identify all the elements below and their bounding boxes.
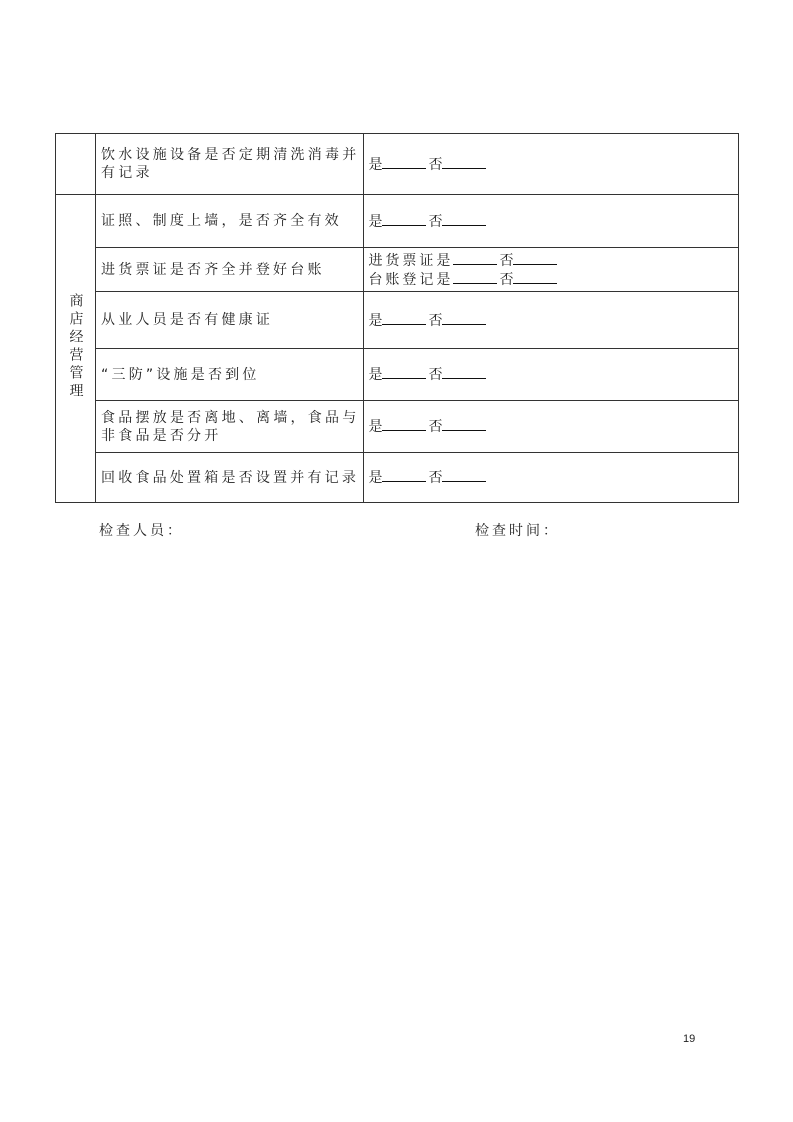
no-label: 否 bbox=[428, 312, 443, 329]
answer-subline bbox=[368, 251, 738, 270]
answer-cell bbox=[364, 349, 739, 401]
category-cell-empty bbox=[56, 134, 96, 195]
check-item: 证照、制度上墙，是否齐全有效 bbox=[96, 195, 364, 248]
no-label: 否 bbox=[428, 213, 443, 230]
check-item: “三防”设施是否到位 bbox=[96, 349, 364, 401]
inspector-label: 检查人员： bbox=[99, 523, 184, 539]
answer-cell bbox=[364, 134, 739, 195]
answer-subline bbox=[368, 270, 738, 289]
no-label: 否 bbox=[428, 419, 443, 435]
inspection-time-label: 检查时间： bbox=[475, 523, 560, 539]
no-blank[interactable] bbox=[442, 468, 486, 482]
answer-cell bbox=[364, 195, 739, 248]
yes-blank[interactable] bbox=[382, 155, 426, 169]
answer-cell bbox=[364, 401, 739, 453]
no-label: 否 bbox=[499, 252, 514, 269]
no-blank[interactable] bbox=[442, 311, 486, 325]
yes-label: 是 bbox=[368, 419, 383, 435]
check-item: 食品摆放是否离地、离墙，食品与非食品是否分开 bbox=[96, 401, 364, 453]
yes-blank[interactable] bbox=[382, 212, 426, 226]
answer-cell bbox=[364, 248, 739, 292]
no-blank[interactable] bbox=[442, 417, 486, 431]
no-label: 否 bbox=[499, 271, 514, 288]
yes-blank[interactable] bbox=[382, 417, 426, 431]
table-row bbox=[56, 453, 739, 503]
yes-blank[interactable] bbox=[382, 311, 426, 325]
check-item: 回收食品处置箱是否设置并有记录 bbox=[96, 453, 364, 503]
check-item: 从业人员是否有健康证 bbox=[96, 292, 364, 349]
yes-label: 是 bbox=[368, 470, 383, 486]
sub-label: 进货票证是 bbox=[368, 252, 454, 269]
check-item: 饮水设施设备是否定期清洗消毒并有记录 bbox=[96, 134, 364, 195]
no-blank[interactable] bbox=[513, 251, 557, 265]
no-blank[interactable] bbox=[442, 212, 486, 226]
yes-blank[interactable] bbox=[382, 365, 426, 379]
table-row bbox=[56, 134, 739, 195]
yes-label: 是 bbox=[368, 312, 383, 329]
no-blank[interactable] bbox=[442, 155, 486, 169]
no-label: 否 bbox=[428, 367, 443, 383]
yes-blank[interactable] bbox=[382, 468, 426, 482]
yes-blank[interactable] bbox=[453, 270, 497, 284]
category-label: 商店经营管理 bbox=[67, 292, 84, 401]
yes-label: 是 bbox=[368, 213, 383, 230]
answer-cell bbox=[364, 453, 739, 503]
page-number: 19 bbox=[683, 1033, 696, 1045]
table-row bbox=[56, 401, 739, 453]
no-label: 否 bbox=[428, 156, 443, 173]
table-row bbox=[56, 349, 739, 401]
inspection-table bbox=[55, 133, 739, 503]
no-blank[interactable] bbox=[442, 365, 486, 379]
yes-blank[interactable] bbox=[453, 251, 497, 265]
yes-label: 是 bbox=[368, 156, 383, 173]
sub-label: 台账登记是 bbox=[368, 271, 454, 288]
check-item: 进货票证是否齐全并登好台账 bbox=[96, 248, 364, 292]
no-blank[interactable] bbox=[513, 270, 557, 284]
table-row bbox=[56, 195, 739, 248]
category-cell bbox=[56, 195, 96, 503]
table-row bbox=[56, 248, 739, 292]
no-label: 否 bbox=[428, 470, 443, 486]
answer-cell bbox=[364, 292, 739, 349]
table-row bbox=[56, 292, 739, 349]
yes-label: 是 bbox=[368, 367, 383, 383]
